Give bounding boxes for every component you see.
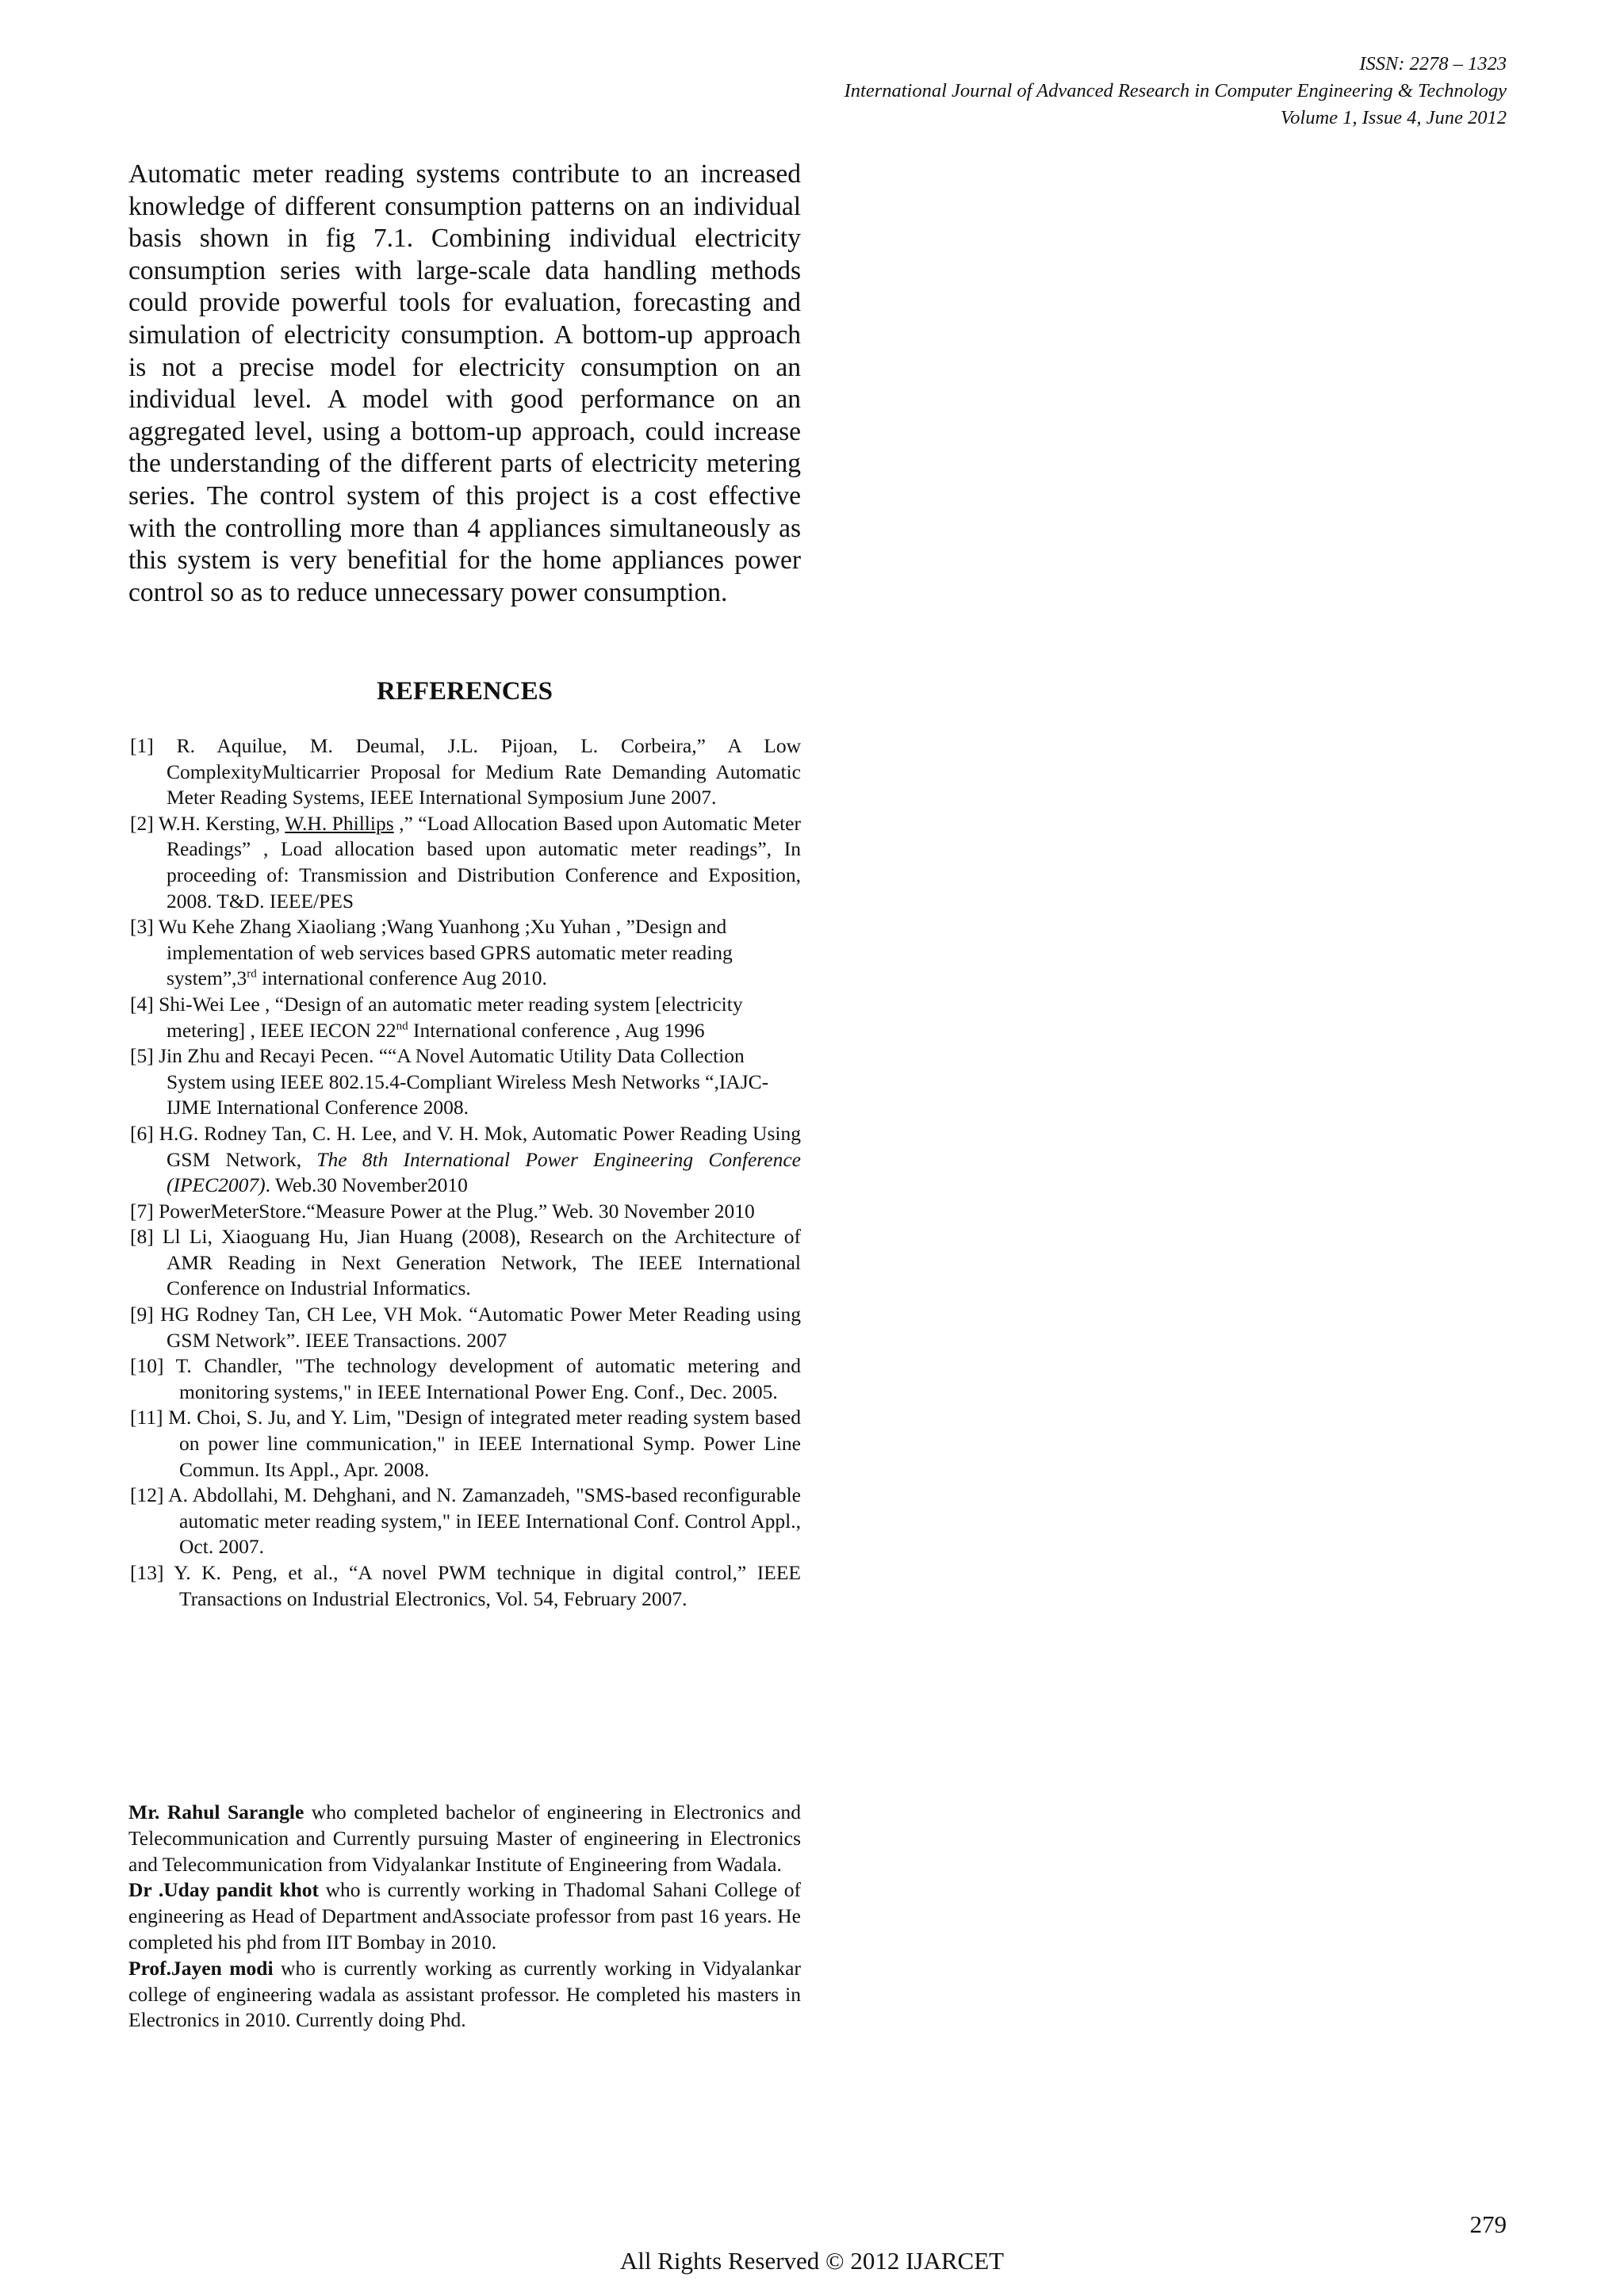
running-header [845, 51, 1507, 132]
reference-6 [128, 1121, 801, 1199]
references-heading: REFERENCES [377, 677, 553, 706]
author-name: Dr .Uday pandit khot [128, 1878, 319, 1902]
author-bio-text: who completed bachelor of engineering in Electronics and Telecommunication and Currently pursuing Master of engineering in Electronics and Telecommunication from Vidyalankar Institute of Engineering from Wadala. [128, 1800, 801, 1876]
reference-10: [10] T. Chandler, "The technology development of automatic metering and monitoring systems," in IEEE International Power Eng. Conf., Dec. 2005. [130, 1354, 801, 1403]
issn-line: ISSN: 2278 – 1323 [1359, 53, 1507, 75]
author-bio-text: who is currently working as currently working in Vidyalankar college of engineering wadala as assistant professor. He completed his masters in Electronics in 2010. Currently doing Phd. [128, 1956, 801, 2032]
copyright-footer: All Rights Reserved © 2012 IJARCET [619, 2247, 1005, 2275]
author-name: Prof.Jayen modi [128, 1956, 274, 1980]
references-list [128, 733, 801, 1612]
reference-7: [7] PowerMeterStore.“Measure Power at the Plug.” Web. 30 November 2010 [130, 1199, 755, 1223]
reference-6-text-start: [6] H.G. Rodney Tan, C. H. Lee, and V. H. Mok, Automatic Power Reading Using GSM Network, [130, 1121, 801, 1171]
journal-name: International Journal of Advanced Research in Computer Engineering & Technology [844, 80, 1507, 101]
reference-4-text-start: [4] Shi-Wei Lee , “Design of an automatic meter reading system [electricity metering] , IEEE IECON 22 [130, 992, 743, 1042]
reference-2-text-start: [2] W.H. Kersting, [130, 811, 285, 835]
reference-2 [128, 811, 801, 914]
author-name: Mr. Rahul Sarangle [128, 1800, 304, 1823]
reference-1: [1] R. Aquilue, M. Deumal, J.L. Pijoan, L. Corbeira,” A Low ComplexityMulticarrier Proposal for Medium Rate Demanding Automatic Meter Reading Systems, IEEE International Symposium June 2007. [130, 734, 801, 809]
author-biographies [128, 1800, 801, 2034]
reference-3 [128, 914, 801, 992]
reference-6-conference-title: The 8th International Power Engineering Conference (IPEC2007) [167, 1147, 801, 1197]
reference-9: [9] HG Rodney Tan, CH Lee, VH Mok. “Automatic Power Meter Reading using GSM Network”. IEEE Transactions. 2007 [130, 1303, 801, 1352]
reference-4-superscript: nd [396, 1020, 408, 1033]
reference-3-text-start: [3] Wu Kehe Zhang Xiaoliang ;Wang Yuanhong ;Xu Yuhan , ”Design and implementation of web services based GPRS automatic meter reading system”,3 [130, 915, 733, 990]
reference-6-text-end: . Web.30 November2010 [265, 1173, 468, 1197]
author-bio [128, 1956, 801, 2034]
author-bio [128, 1800, 801, 1877]
reference-2-author-link[interactable]: W.H. Phillips [285, 811, 394, 835]
page-number: 279 [1469, 2210, 1507, 2238]
reference-12: [12] A. Abdollahi, M. Dehghani, and N. Zamanzadeh, "SMS-based reconfigurable automatic meter reading system," in IEEE International Conf. Control Appl., Oct. 2007. [130, 1483, 801, 1559]
reference-5: [5] Jin Zhu and Recayi Pecen. ““A Novel Automatic Utility Data Collection System using IEEE 802.15.4-Compliant Wireless Mesh Networks “,IAJC-IJME International Conference 2008. [130, 1044, 769, 1119]
volume-issue: Volume 1, Issue 4, June 2012 [1280, 107, 1507, 128]
reference-4-text-end: International conference , Aug 1996 [408, 1018, 705, 1042]
reference-2-text-end: ,” “Load Allocation Based upon Automatic Meter Readings” , Load allocation based upon automatic meter readings”, In proceeding of: Transmission and Distribution Conference and Exposition, 2008. T&D. IEEE/PES [167, 811, 801, 913]
author-bio [128, 1877, 801, 1955]
reference-3-superscript: rd [247, 967, 257, 981]
reference-13: [13] Y. K. Peng, et al., “A novel PWM technique in digital control,” IEEE Transactions on Industrial Electronics, Vol. 54, February 2007. [130, 1561, 801, 1610]
reference-11: [11] M. Choi, S. Ju, and Y. Lim, "Design of integrated meter reading system based on power line communication," in IEEE International Symp. Power Line Commun. Its Appl., Apr. 2008. [130, 1406, 801, 1481]
reference-3-text-end: international conference Aug 2010. [256, 966, 547, 990]
reference-4 [128, 992, 801, 1043]
conclusion-paragraph: Automatic meter reading systems contribute to an increased knowledge of different consumption patterns on an individual basis shown in fig 7.1. Combining individual electricity consumption series with large-scale data handling methods could provide powerful tools for evaluation, forecasting and simulation of electricity consumption. A bottom-up approach is not a precise model for electricity consumption on an individual level. A model with good performance on an aggregated level, using a bottom-up approach, could increase the understanding of the different parts of electricity metering series. The control system of this project is a cost effective with the controlling more than 4 appliances simultaneously as this system is very benefitial for the home appliances power control so as to reduce unnecessary power consumption. [128, 159, 801, 607]
author-bio-text: who is currently working in Thadomal Sahani College of engineering as Head of Department andAssociate professor from past 16 years. He completed his phd from IIT Bombay in 2010. [128, 1878, 801, 1954]
reference-8: [8] Ll Li, Xiaoguang Hu, Jian Huang (2008), Research on the Architecture of AMR Reading in Next Generation Network, The IEEE International Conference on Industrial Informatics. [130, 1225, 801, 1300]
